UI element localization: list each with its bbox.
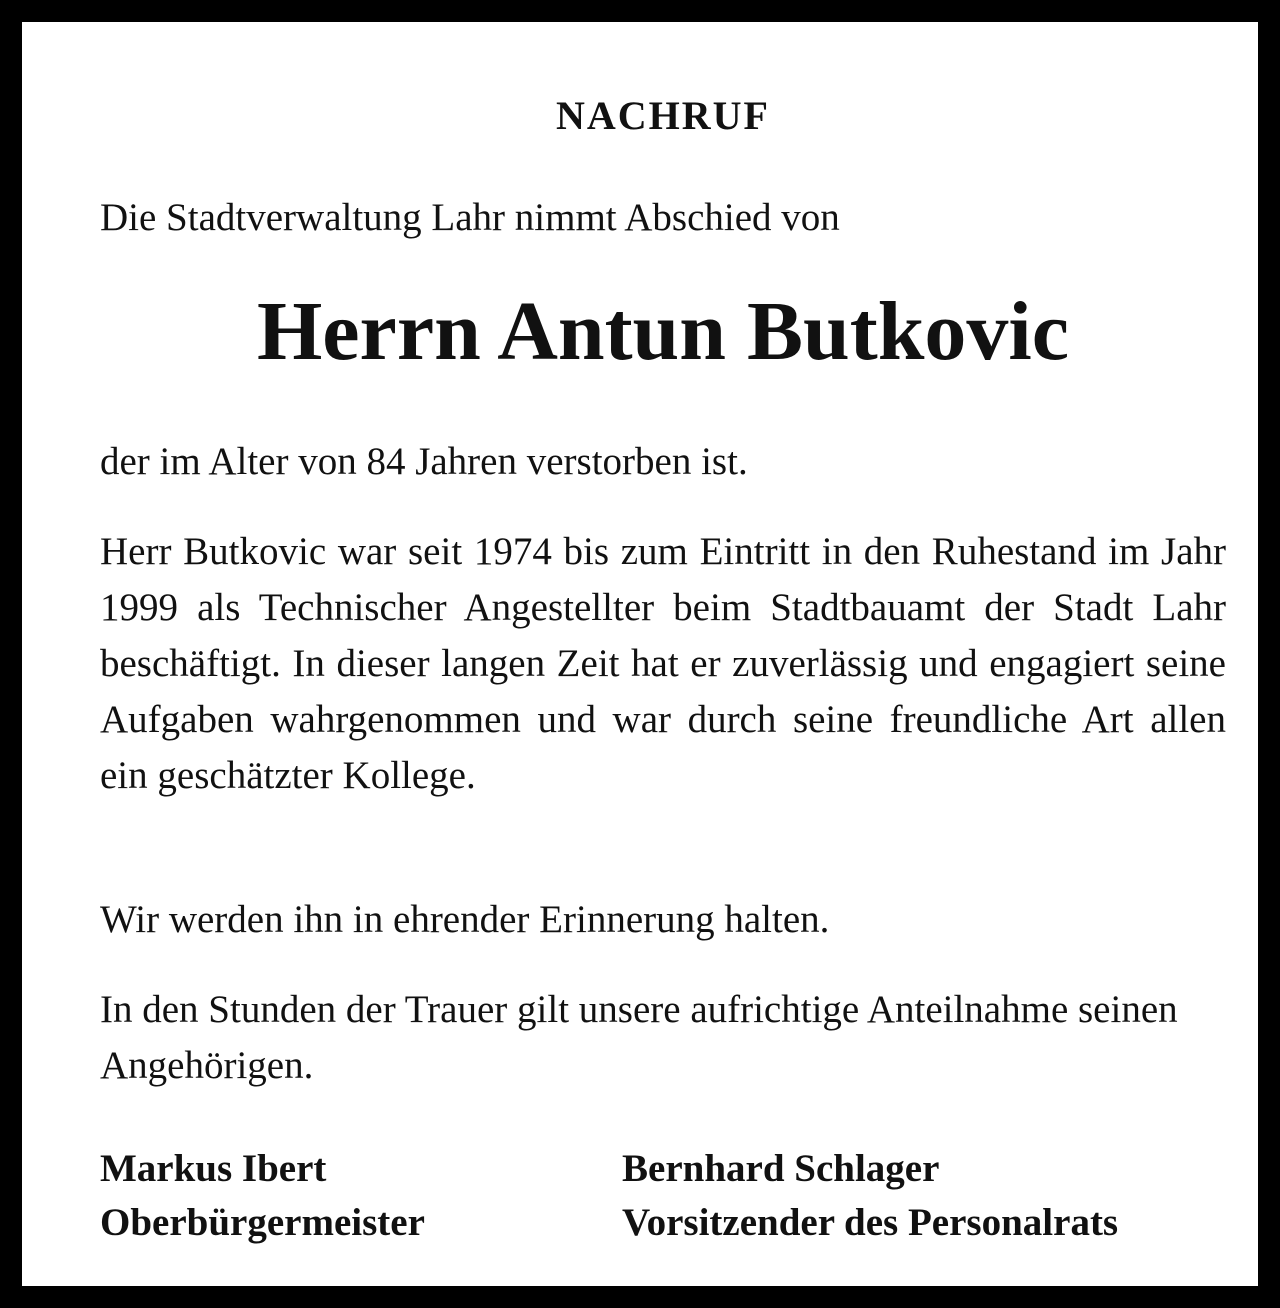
remembrance-text: Wir werden ihn in ehrender Erinnerung halten. (100, 898, 830, 941)
condolence-text: In den Stunden der Trauer gilt unsere aufrichtige Anteilnahme seinen Angehörigen. (100, 988, 1178, 1087)
biography-text: Herr Butkovic war seit 1974 bis zum Eintritt in den Ruhestand im Jahr 1999 als Technischer Angestellter beim Stadtbauamt der Stadt Lahr beschäftigt. In dieser langen Zeit hat er zuverlässig und engagiert seine Aufgaben wahrgenommen und war durch seine freundliche Art allen ein geschätzter Kollege. (100, 530, 1226, 797)
signer-name: Bernhard Schlager (622, 1147, 940, 1190)
intro-text: Die Stadtverwaltung Lahr nimmt Abschied von (100, 196, 840, 239)
deceased-name: Herrn Antun Butkovic (256, 285, 1070, 378)
signer-role: Vorsitzender des Personalrats (622, 1201, 1119, 1244)
signer-staff-council (622, 1142, 1118, 1250)
signer-role: Oberbürgermeister (100, 1201, 425, 1244)
obituary-heading: NACHRUF (556, 93, 770, 138)
signer-name: Markus Ibert (100, 1147, 327, 1190)
signer-mayor (100, 1142, 425, 1250)
age-text: der im Alter von 84 Jahren verstorben ist. (100, 440, 748, 483)
